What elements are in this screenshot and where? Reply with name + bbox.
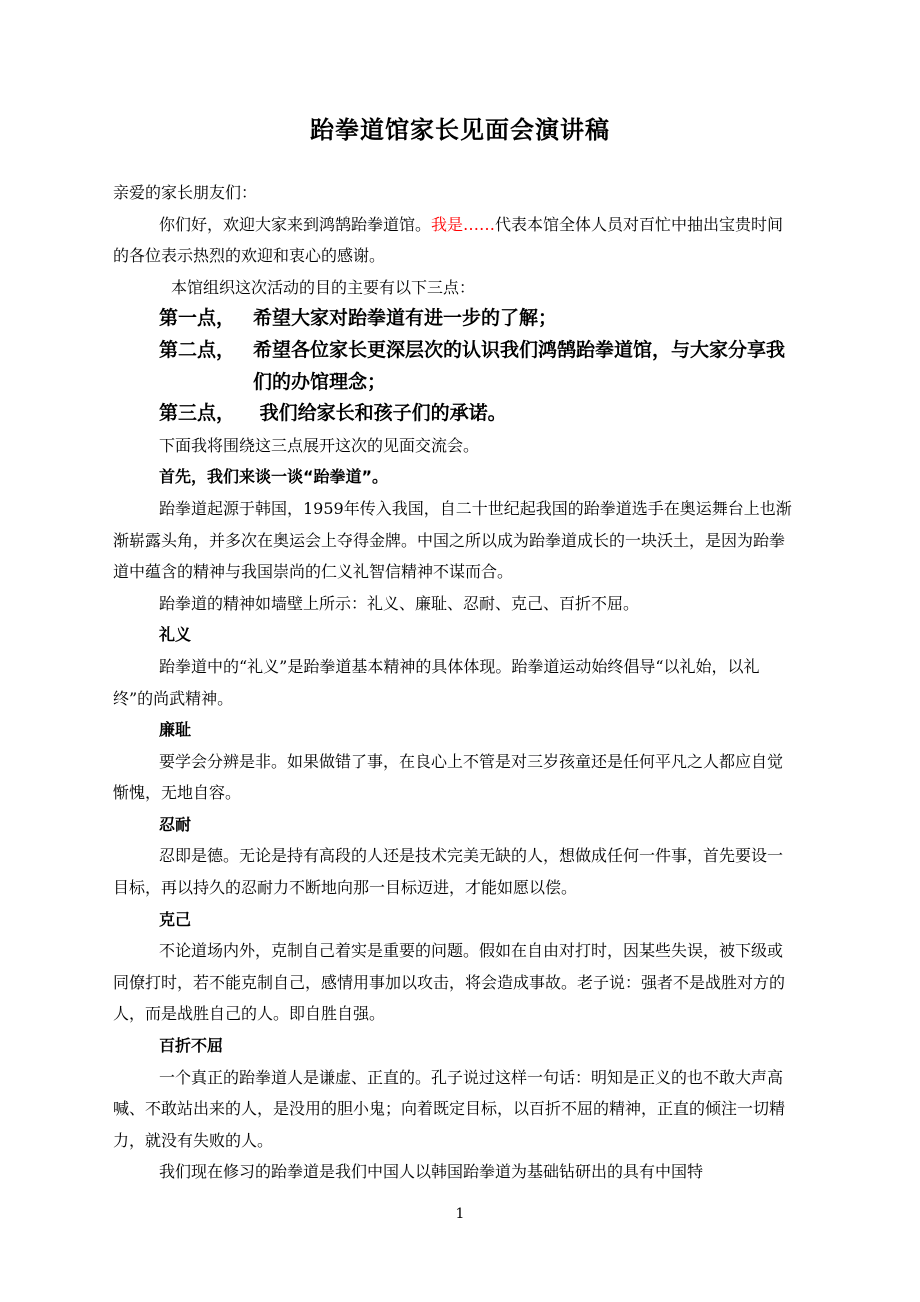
purpose-points: [113, 303, 795, 429]
origin-paragraph: 跆拳道起源于韩国，1959年传入我国，自二十世纪起我国的跆拳道选手在奥运舞台上也渐渐崭露头角，并多次在奥运会上夺得金牌。中国之所以成为跆拳道成长的一块沃土，是因为跆拳道中蕴含的精神与我国崇尚的仁义礼智信精神不谋而合。: [113, 498, 792, 582]
salutation: 亲爱的家长朋友们：: [113, 183, 258, 202]
welcome-text-before: 你们好，欢迎大家来到鸿鹄跆拳道馆。: [159, 214, 432, 234]
document-title: 跆拳道馆家长见面会演讲稿: [310, 116, 610, 144]
point-item-3: [113, 398, 795, 430]
point-label: 第三点，: [159, 402, 236, 425]
point-text: 希望各位家长更深层次的认识我们鸿鹄跆拳道馆，与大家分享我们的办馆理念；: [253, 338, 786, 393]
point-label: 第一点，: [159, 307, 236, 330]
purpose-intro: 本馆组织这次活动的目的主要有以下三点：: [171, 277, 476, 297]
section-heading-keji: 克己: [159, 909, 192, 929]
section-text-keji: 不论道场内外，克制自己着实是重要的问题。假如在自由对打时，因某些失误，被下级或同僚打时，若不能克制自己，感情用事加以攻击，将会造成事故。老子说：强者不是战胜对方的人，而是战胜自己的人。即自胜自强。: [113, 941, 786, 1024]
welcome-paragraph: [113, 209, 795, 272]
transition-paragraph: 下面我将围绕这三点展开这次的见面交流会。: [159, 435, 480, 455]
page-number: 1: [455, 1206, 465, 1222]
section-heading-rennai: 忍耐: [159, 814, 192, 834]
point-item-2: [113, 335, 795, 398]
section-text-liyi: 跆拳道中的“礼义”是跆拳道基本精神的具体体现。跆拳道运动始终倡导“以礼始，以礼终”的尚武精神。: [113, 656, 760, 708]
document-body: [113, 177, 795, 1188]
speaker-placeholder: 我是……: [431, 214, 496, 234]
point-item-1: [113, 303, 795, 335]
section-heading-baizhe: 百折不屈: [159, 1036, 224, 1056]
first-heading: 首先，我们来谈一谈“跆拳道”。: [159, 467, 389, 487]
closing-paragraph: 我们现在修习的跆拳道是我们中国人以韩国跆拳道为基础钻研出的具有中国特: [159, 1162, 704, 1182]
section-text-rennai: 忍即是德。无论是持有高段的人还是技术完美无缺的人，想做成任何一件事，首先要设一目标，再以持久的忍耐力不断地向那一目标迈进，才能如愿以偿。: [113, 846, 784, 898]
section-text-baizhe: 一个真正的跆拳道人是谦虚、正直的。孔子说过这样一句话：明知是正义的也不敢大声高喊、不敢站出来的人，是没用的胆小鬼；向着既定目标，以百折不屈的精神，正直的倾注一切精力，就没有失败的人。: [113, 1067, 786, 1150]
point-text: 希望大家对跆拳道有进一步的了解；: [253, 307, 558, 330]
section-text-lianchi: 要学会分辨是非。如果做错了事，在良心上不管是对三岁孩童还是任何平凡之人都应自觉惭愧，无地自容。: [113, 751, 784, 803]
section-heading-liyi: 礼义: [159, 625, 192, 645]
point-text: 我们给家长和孩子们的承诺。: [253, 402, 507, 425]
point-label: 第二点，: [159, 338, 236, 361]
welcome-text-after: 代表本馆全体人员对百忙中抽出宝贵时间的各位表示热烈的欢迎和衷心的感谢。: [113, 214, 784, 266]
spirit-paragraph: 跆拳道的精神如墙壁上所示：礼义、廉耻、忍耐、克己、百折不屈。: [159, 593, 640, 613]
section-heading-lianchi: 廉耻: [159, 720, 192, 740]
